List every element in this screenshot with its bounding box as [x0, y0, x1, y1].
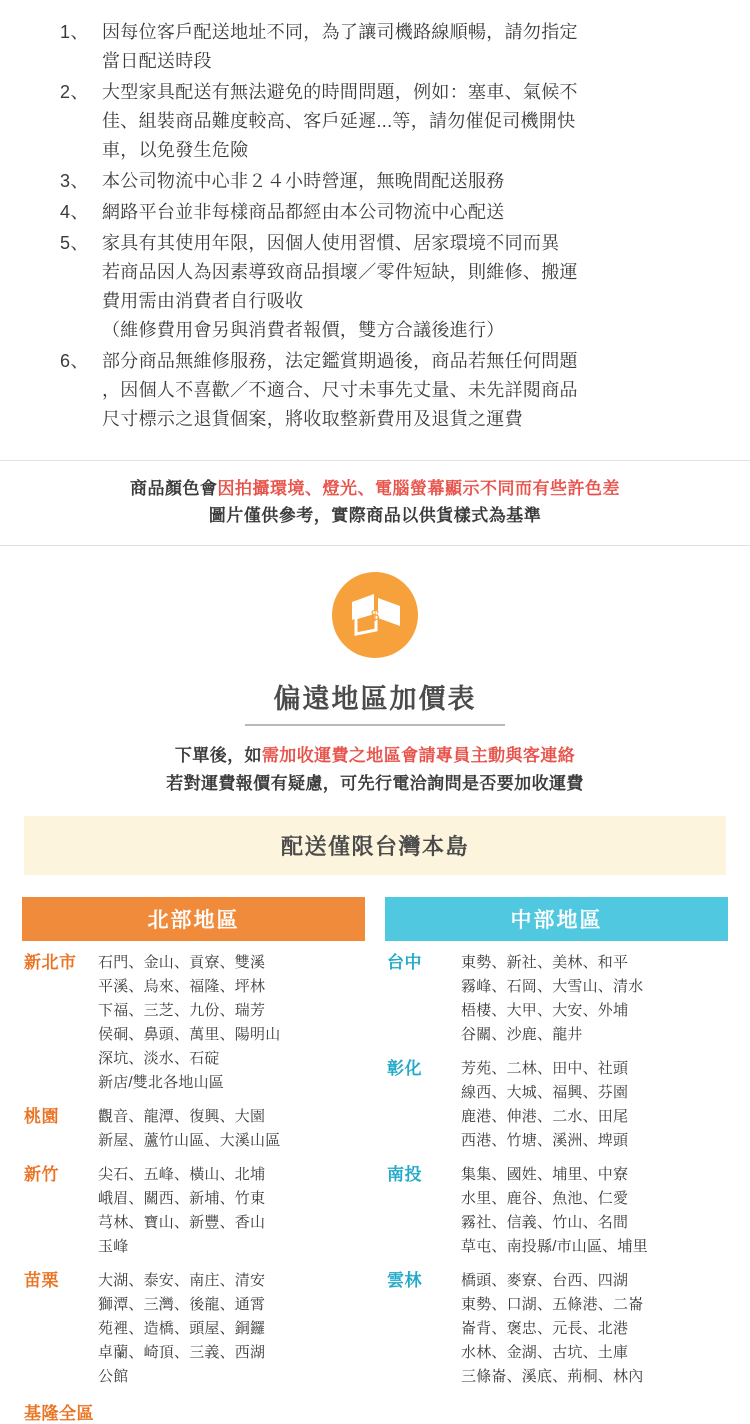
brand-logo-wrap	[0, 572, 750, 663]
area-place-line: 新屋、蘆竹山區、大溪山區	[98, 1132, 281, 1149]
area-place-line: 芎林、寶山、新豐、香山	[98, 1214, 266, 1231]
term-line: 若商品因人為因素導致商品損壞／零件短缺，則維修、搬運	[102, 262, 578, 282]
area-name: 台中	[387, 953, 422, 972]
area-place-line: 橋頭、麥寮、台西、四湖	[461, 1272, 629, 1289]
term-text	[102, 229, 710, 345]
term-item	[60, 347, 710, 434]
area-place-line: 西港、竹塘、溪洲、埤頭	[461, 1132, 629, 1149]
term-line: 尺寸標示之退貨個案，將收取整新費用及退貨之運費	[102, 409, 523, 429]
area-row	[385, 1163, 728, 1259]
term-text	[102, 18, 710, 76]
area-place-line: 集集、國姓、埔里、中寮	[461, 1166, 629, 1183]
term-item	[60, 78, 710, 165]
area-places	[461, 1269, 728, 1389]
full-area-note: 基隆全區	[24, 1404, 94, 1423]
term-line: （維修費用會另與消費者報價，雙方合議後進行）	[102, 320, 505, 340]
term-line: 大型家具配送有無法避免的時間問題，例如：塞車、氣候不	[102, 82, 578, 102]
svg-text:$: $	[370, 607, 380, 624]
area-place-line: 尖石、五峰、橫山、北埔	[98, 1166, 266, 1183]
term-number: 4、	[60, 202, 90, 222]
central-region-header: 中部地區	[385, 897, 728, 941]
area-name: 新竹	[24, 1165, 59, 1184]
area-place-line: 鹿港、伸港、二水、田尾	[461, 1108, 629, 1125]
term-number: 3、	[60, 171, 90, 191]
term-text	[102, 78, 710, 165]
area-place-line: 峨眉、關西、新埔、竹東	[98, 1190, 266, 1207]
color-note-prefix: 商品顏色會	[130, 479, 218, 498]
shipping-note-line-1	[0, 742, 750, 770]
area-place-line: 草屯、南投縣/市山區、埔里	[461, 1238, 648, 1255]
area-places	[461, 1057, 728, 1153]
area-row	[385, 951, 728, 1047]
term-number: 2、	[60, 82, 90, 102]
area-name: 桃園	[24, 1107, 59, 1126]
term-line: 因每位客戶配送地址不同，為了讓司機路線順暢，請勿指定	[102, 22, 578, 42]
area-place-line: 下福、三芝、九份、瑞芳	[98, 1002, 266, 1019]
area-places	[98, 1163, 365, 1259]
term-number: 1、	[60, 22, 90, 42]
term-text	[102, 167, 710, 196]
shipping-note	[0, 742, 750, 798]
area-row	[22, 1269, 365, 1389]
term-line: 佳、組裝商品難度較高、客戶延遲...等，請勿催促司機開快	[102, 111, 576, 131]
area-places	[98, 1105, 365, 1153]
area-row	[22, 951, 365, 1095]
area-place-line: 線西、大城、福興、芬園	[461, 1084, 629, 1101]
central-region-column	[385, 897, 728, 1424]
area-place-line: 苑裡、造橋、頭屋、銅鑼	[98, 1320, 266, 1337]
north-region-column	[22, 897, 365, 1424]
area-places	[461, 951, 728, 1047]
area-place-line: 新店/雙北各地山區	[98, 1074, 224, 1091]
area-place-line: 芳苑、二林、田中、社頭	[461, 1060, 629, 1077]
area-place-line: 三條崙、溪底、荊桐、林內	[461, 1368, 644, 1385]
area-place-line: 水里、鹿谷、魚池、仁愛	[461, 1190, 629, 1207]
area-place-line: 東勢、口湖、五條港、二崙	[461, 1296, 644, 1313]
area-place-line: 玉峰	[98, 1238, 129, 1255]
area-places	[461, 1163, 728, 1259]
term-line: 部分商品無維修服務，法定鑑賞期過後，商品若無任何問題	[102, 351, 578, 371]
area-place-line: 梧棲、大甲、大安、外埔	[461, 1002, 629, 1019]
term-line: 費用需由消費者自行吸收	[102, 291, 304, 311]
furniture-logo-icon	[332, 572, 418, 658]
area-place-line: 大湖、泰安、南庄、清安	[98, 1272, 266, 1289]
area-row	[385, 1057, 728, 1153]
island-only-banner: 配送僅限台灣本島	[24, 816, 726, 875]
area-places	[98, 951, 365, 1095]
color-note-line-1	[0, 475, 750, 502]
area-places	[98, 1269, 365, 1389]
area-place-line: 東勢、新社、美林、和平	[461, 954, 629, 971]
term-item	[60, 229, 710, 345]
area-place-line: 獅潭、三灣、後龍、通霄	[98, 1296, 266, 1313]
term-number: 5、	[60, 233, 90, 253]
term-number: 6、	[60, 351, 90, 371]
area-name: 苗栗	[24, 1271, 59, 1290]
shipping-note-prefix: 下單後，如	[174, 746, 262, 765]
area-place-line: 卓蘭、崎頂、三義、西湖	[98, 1344, 266, 1361]
area-place-line: 崙背、褒忠、元長、北港	[461, 1320, 629, 1337]
area-name: 彰化	[387, 1059, 422, 1078]
term-item	[60, 167, 710, 196]
remote-area-table	[0, 897, 750, 1424]
area-place-line: 水林、金湖、古坑、土庫	[461, 1344, 629, 1361]
north-region-header: 北部地區	[22, 897, 365, 941]
term-line: ，因個人不喜歡／不適合、尺寸未事先丈量、未先詳閱商品	[102, 380, 578, 400]
area-place-line: 平溪、烏來、福隆、坪林	[98, 978, 266, 995]
color-note-line-2: 圖片僅供參考，實際商品以供貨樣式為基準	[208, 506, 542, 525]
area-place-line: 谷關、沙鹿、龍井	[461, 1026, 583, 1043]
term-item	[60, 198, 710, 227]
term-line: 車，以免發生危險	[102, 140, 249, 160]
terms-list	[0, 0, 750, 446]
term-text	[102, 347, 710, 434]
area-name: 雲林	[387, 1271, 422, 1290]
shipping-note-highlight: 需加收運費之地區會請專員主動與客連絡	[261, 746, 576, 765]
color-difference-note	[0, 460, 750, 546]
area-place-line: 觀音、龍潭、復興、大園	[98, 1108, 266, 1125]
area-row	[385, 1269, 728, 1389]
area-place-line: 石門、金山、貢寮、雙溪	[98, 954, 266, 971]
term-line: 家具有其使用年限，因個人使用習慣、居家環境不同而異	[102, 233, 560, 253]
area-place-line: 深坑、淡水、石碇	[98, 1050, 220, 1067]
area-place-line: 霧峰、石岡、大雪山、清水	[461, 978, 644, 995]
area-row	[22, 1163, 365, 1259]
color-note-highlight: 因拍攝環境、燈光、電腦螢幕顯示不同而有些許色差	[217, 479, 620, 498]
area-name: 南投	[387, 1165, 422, 1184]
term-item	[60, 18, 710, 76]
area-name: 新北市	[24, 953, 77, 972]
term-line: 當日配送時段	[102, 51, 212, 71]
term-line: 網路平台並非每樣商品都經由本公司物流中心配送	[102, 202, 505, 222]
area-place-line: 公館	[98, 1368, 129, 1385]
area-place-line: 霧社、信義、竹山、名間	[461, 1214, 629, 1231]
term-line: 本公司物流中心非２４小時營運，無晚間配送服務	[102, 171, 505, 191]
page-title: 偏遠地區加價表	[245, 677, 505, 726]
term-text	[102, 198, 710, 227]
area-place-line: 侯硐、鼻頭、萬里、陽明山	[98, 1026, 281, 1043]
shipping-note-line-2: 若對運費報價有疑慮，可先行電洽詢問是否要加收運費	[166, 774, 584, 793]
area-row	[22, 1105, 365, 1153]
